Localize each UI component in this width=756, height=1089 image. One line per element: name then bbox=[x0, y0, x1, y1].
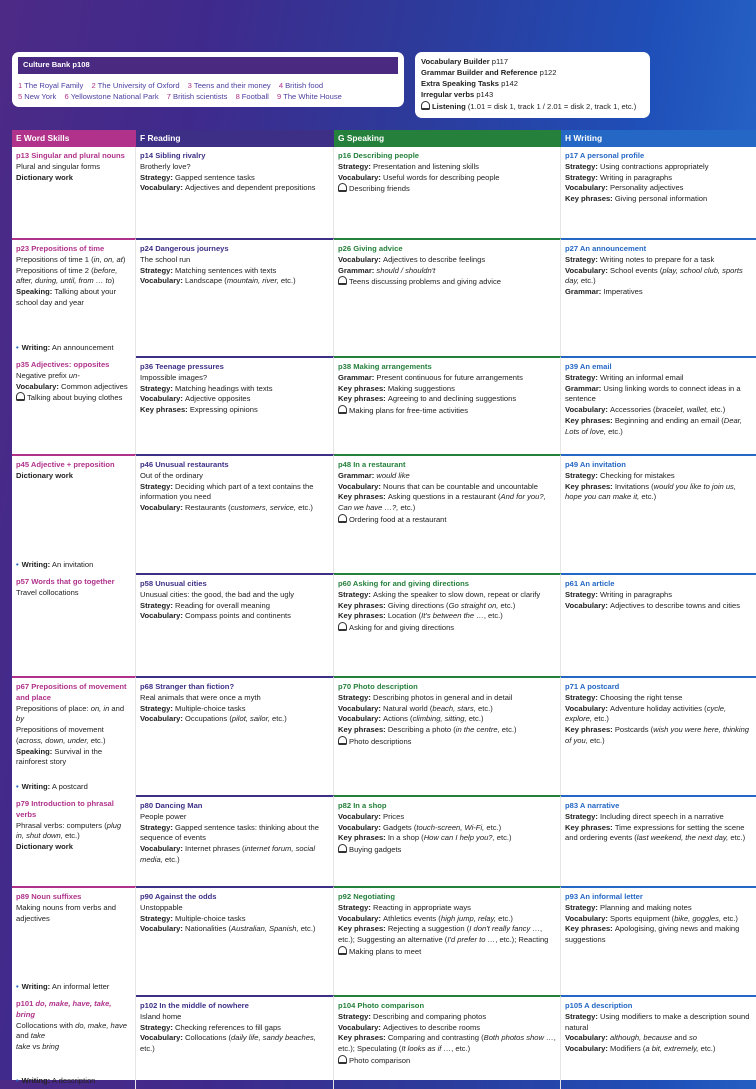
lesson-detail: Vocabulary: Athletics events (high jump, relay, etc.) bbox=[338, 913, 513, 923]
headphones-icon bbox=[338, 844, 347, 853]
lesson-detail: Strategy: Using contractions appropriately bbox=[565, 161, 709, 171]
lesson-detail: Key phrases: Giving directions (Go straight on, etc.) bbox=[338, 600, 516, 610]
cell-speaking bbox=[334, 573, 561, 676]
header-reading: F Reading bbox=[136, 130, 334, 147]
culture-item[interactable]: 2 The University of Oxford bbox=[91, 80, 180, 90]
lesson-detail: Island home bbox=[140, 1011, 182, 1021]
lesson-title[interactable]: p38 Making arrangements bbox=[338, 362, 432, 371]
cell-word-skills bbox=[12, 676, 136, 795]
lesson-detail: Key phrases: Describing a photo (in the centre, etc.) bbox=[338, 725, 517, 735]
lesson-detail: Prepositions of time 1 (in, on, at) bbox=[16, 254, 126, 264]
lesson-detail: Vocabulary: Prices bbox=[338, 811, 405, 821]
lesson-detail: Vocabulary: Actions (climbing, sitting, etc.) bbox=[338, 714, 484, 724]
lesson-detail: Speaking: Survival in the rainforest story bbox=[16, 746, 103, 767]
lesson-detail: Vocabulary: Modifiers (a bit, extremely, etc.) bbox=[565, 1044, 716, 1054]
lesson-detail: Travel collocations bbox=[16, 587, 79, 597]
lesson-detail: Grammar: Present continuous for future arrangements bbox=[338, 372, 523, 382]
cell-word-skills bbox=[12, 238, 136, 356]
lesson-title[interactable]: p61 An article bbox=[565, 579, 615, 588]
lesson-detail: Grammar: Using linking words to connect ideas in a sentence bbox=[565, 383, 741, 404]
cell-reading bbox=[136, 238, 334, 356]
culture-bank-heading: Culture Bank p108 bbox=[18, 57, 398, 74]
lesson-title[interactable]: p67 Prepositions of movement and place bbox=[16, 682, 127, 702]
lesson-detail: Key phrases: Apologising, giving news and making suggestions bbox=[565, 924, 740, 945]
cell-speaking bbox=[334, 795, 561, 886]
lesson-detail: Strategy: Describing and comparing photos bbox=[338, 1011, 487, 1021]
lesson-detail: Strategy: Choosing the right tense bbox=[565, 692, 683, 702]
culture-item[interactable]: 7 British scientists bbox=[166, 92, 228, 102]
lesson-title[interactable]: p82 In a shop bbox=[338, 801, 387, 810]
lesson-detail: Prepositions of time 2 (before, after, during, until, from … to) bbox=[16, 265, 118, 286]
writing-link[interactable]: • Writing: An informal letter bbox=[16, 982, 110, 992]
cell-speaking bbox=[334, 676, 561, 795]
cell-reading bbox=[136, 795, 334, 886]
cell-writing bbox=[561, 795, 756, 886]
cell-writing bbox=[561, 454, 756, 573]
lesson-title[interactable]: p24 Dangerous journeys bbox=[140, 244, 229, 253]
lesson-detail: Grammar: should / shouldn't bbox=[338, 265, 436, 275]
lesson-title[interactable]: p93 An informal letter bbox=[565, 892, 643, 901]
lesson-title[interactable]: p80 Dancing Man bbox=[140, 801, 203, 810]
cell-reading bbox=[136, 886, 334, 995]
lesson-detail: take vs bring bbox=[16, 1042, 60, 1052]
lesson-detail: Key phrases: Rejecting a suggestion (I don't really fancy …, etc.); Suggesting an alternative (I'd prefer to …, etc.); Reacting bbox=[338, 924, 549, 945]
lesson-detail: Key phrases: Invitations (would you like to join us, hope you can make it, etc.) bbox=[565, 481, 736, 502]
cell-word-skills bbox=[12, 356, 136, 454]
cell-reading bbox=[136, 676, 334, 795]
lesson-detail: Key phrases: Time expressions for setting the scene and ordering events (last weekend, the next day, etc.) bbox=[565, 822, 746, 843]
lesson-title[interactable]: p58 Unusual cities bbox=[140, 579, 207, 588]
lesson-detail: Vocabulary: Restaurants (customers, service, etc.) bbox=[140, 503, 313, 513]
lesson-detail: Making nouns from verbs and adjectives bbox=[16, 902, 117, 923]
lesson-title[interactable]: p17 A personal profile bbox=[565, 151, 645, 160]
lesson-detail: Unstoppable bbox=[140, 902, 183, 912]
listening-activity: Making plans to meet bbox=[338, 946, 556, 958]
lesson-detail: Strategy: Multiple-choice tasks bbox=[140, 703, 246, 713]
lesson-detail: Strategy: Planning and making notes bbox=[565, 902, 692, 912]
lesson-title[interactable]: p16 Describing people bbox=[338, 151, 420, 160]
cell-writing bbox=[561, 238, 756, 356]
cell-word-skills bbox=[12, 795, 136, 886]
lesson-title[interactable]: p70 Photo description bbox=[338, 682, 418, 691]
lesson-detail: Strategy: Including direct speech in a narrative bbox=[565, 811, 724, 821]
writing-link[interactable]: • Writing: An invitation bbox=[16, 560, 94, 570]
cell-reading bbox=[136, 454, 334, 573]
writing-link[interactable]: • Writing: An announcement bbox=[16, 343, 114, 353]
culture-item[interactable]: 3 Teens and their money bbox=[187, 80, 271, 90]
lesson-detail: Vocabulary: Compass points and continents bbox=[140, 611, 291, 621]
lesson-detail: Brotherly love? bbox=[140, 161, 191, 171]
lesson-title[interactable]: p49 An invitation bbox=[565, 460, 626, 469]
ref-listening: Listening (1.01 = disk 1, track 1 / 2.01 = disk 2, track 1, etc.) bbox=[421, 101, 644, 112]
lesson-title[interactable]: p45 Adjective + preposition bbox=[16, 460, 115, 469]
lesson-detail: Strategy: Presentation and listening skills bbox=[338, 161, 479, 171]
lesson-title[interactable]: p102 In the middle of nowhere bbox=[140, 1001, 249, 1010]
cell-writing bbox=[561, 676, 756, 795]
lesson-detail: Impossible images? bbox=[140, 372, 208, 382]
lesson-detail: Strategy: Matching headings with texts bbox=[140, 383, 273, 393]
listening-activity: Photo comparison bbox=[338, 1055, 556, 1067]
lesson-detail: Vocabulary: Common adjectives bbox=[16, 381, 128, 391]
lesson-title[interactable]: p13 Singular and plural nouns bbox=[16, 151, 125, 160]
lesson-detail: Strategy: Gapped sentence tasks bbox=[140, 172, 255, 182]
listening-activity: Describing friends bbox=[338, 183, 556, 195]
lesson-title[interactable]: p26 Giving advice bbox=[338, 244, 403, 253]
lesson-title[interactable]: p60 Asking for and giving directions bbox=[338, 579, 469, 588]
cell-speaking bbox=[334, 147, 561, 238]
cell-word-skills bbox=[12, 454, 136, 573]
lesson-detail: Strategy: Reading for overall meaning bbox=[140, 600, 271, 610]
lesson-title[interactable]: p105 A description bbox=[565, 1001, 633, 1010]
lesson-detail: Prepositions of movement (across, down, under, etc.) bbox=[16, 725, 106, 745]
lesson-detail: Key phrases: Location (It's between the …, etc.) bbox=[338, 611, 503, 621]
headphones-icon bbox=[16, 392, 25, 401]
cell-speaking bbox=[334, 238, 561, 356]
lesson-title[interactable]: p27 An announcement bbox=[565, 244, 647, 253]
lesson-title[interactable]: p83 A narrative bbox=[565, 801, 620, 810]
lesson-detail: Vocabulary: School events (play, school club, sports day, etc.) bbox=[565, 265, 743, 286]
cell-speaking bbox=[334, 454, 561, 573]
headphones-icon bbox=[338, 405, 347, 414]
lesson-detail: Grammar: Imperatives bbox=[565, 287, 643, 297]
lesson-detail: Vocabulary: Natural world (beach, stars, etc.) bbox=[338, 703, 493, 713]
cell-speaking bbox=[334, 995, 561, 1089]
lesson-detail: Vocabulary: Personality adjectives bbox=[565, 183, 684, 193]
ref-vocabulary-builder[interactable]: Vocabulary Builder p117 bbox=[421, 57, 509, 66]
culture-item[interactable]: 8 Football bbox=[235, 92, 269, 102]
ref-extra-speaking[interactable]: Extra Speaking Tasks p142 bbox=[421, 79, 518, 89]
lesson-detail: Strategy: Writing an informal email bbox=[565, 372, 684, 382]
lesson-detail: Key phrases: Giving personal information bbox=[565, 194, 708, 204]
lesson-title[interactable]: p46 Unusual restaurants bbox=[140, 460, 229, 469]
lesson-title[interactable]: p35 Adjectives: opposites bbox=[16, 360, 110, 369]
lesson-detail: Vocabulary: Landscape (mountain, river, etc.) bbox=[140, 276, 296, 286]
lesson-detail: Key phrases: Expressing opinions bbox=[140, 405, 258, 415]
cell-writing bbox=[561, 147, 756, 238]
listening-activity: Teens discussing problems and giving advice bbox=[338, 276, 556, 288]
lesson-detail: Vocabulary: Adjective opposites bbox=[140, 394, 251, 404]
culture-item[interactable]: 5 New York bbox=[18, 92, 57, 102]
headphones-icon bbox=[338, 276, 347, 285]
lesson-detail: Vocabulary: Accessories (bracelet, wallet, etc.) bbox=[565, 405, 726, 415]
lesson-title[interactable]: p104 Photo comparison bbox=[338, 1001, 425, 1010]
culture-bank-line-1 bbox=[18, 80, 398, 91]
lesson-detail: Strategy: Matching sentences with texts bbox=[140, 265, 277, 275]
lesson-title[interactable]: p101 do, make, have, take, bring bbox=[16, 999, 112, 1019]
lesson-detail: Grammar: would like bbox=[338, 470, 410, 480]
lesson-detail: Vocabulary: Adjectives to describe rooms bbox=[338, 1022, 481, 1032]
lesson-detail: Dictionary work bbox=[16, 172, 73, 182]
ref-grammar-builder[interactable]: Grammar Builder and Reference p122 bbox=[421, 68, 557, 78]
culture-item[interactable]: 4 British food bbox=[278, 80, 324, 90]
lesson-title[interactable]: p79 Introduction to phrasal verbs bbox=[16, 799, 114, 819]
lesson-detail: Negative prefix un- bbox=[16, 370, 80, 380]
lesson-detail: Strategy: Multiple-choice tasks bbox=[140, 913, 246, 923]
lesson-detail: Key phrases: Postcards (wish you were here, thinking of you, etc.) bbox=[565, 725, 750, 745]
cell-reading bbox=[136, 147, 334, 238]
lesson-detail: Collocations with do, make, have and take bbox=[16, 1020, 128, 1041]
lesson-detail: The school run bbox=[140, 254, 191, 264]
headphones-icon bbox=[338, 183, 347, 192]
writing-link[interactable]: • Writing: A postcard bbox=[16, 782, 88, 792]
lesson-detail: Strategy: Reacting in appropriate ways bbox=[338, 902, 471, 912]
lesson-detail: People power bbox=[140, 811, 187, 821]
lesson-detail: Strategy: Describing photos in general and in detail bbox=[338, 692, 513, 702]
lesson-detail: Vocabulary: Occupations (pilot, sailor, etc.) bbox=[140, 714, 287, 724]
culture-bank-box bbox=[12, 52, 404, 107]
lesson-title[interactable]: p89 Noun suffixes bbox=[16, 892, 82, 901]
cell-writing bbox=[561, 356, 756, 454]
lesson-detail: Key phrases: Making suggestions bbox=[338, 383, 455, 393]
lesson-detail: Phrasal verbs: computers (plug in, shut down, etc.) bbox=[16, 820, 122, 841]
lesson-detail: Vocabulary: Adjectives to describe towns and cities bbox=[565, 600, 741, 610]
lesson-title[interactable]: p14 Sibling rivalry bbox=[140, 151, 206, 160]
lesson-detail: Vocabulary: Adjectives to describe feelings bbox=[338, 254, 486, 264]
lesson-detail: Key phrases: Beginning and ending an email (Dear, Lots of love, etc.) bbox=[565, 415, 742, 436]
header-writing: H Writing bbox=[561, 130, 756, 147]
lesson-detail: Out of the ordinary bbox=[140, 470, 203, 480]
listening-activity: Making plans for free-time activities bbox=[338, 405, 556, 417]
lesson-detail: Vocabulary: Collocations (daily life, sandy beaches, etc.) bbox=[140, 1033, 316, 1054]
listening-activity: Talking about buying clothes bbox=[16, 392, 131, 404]
culture-bank-line-2 bbox=[18, 91, 398, 102]
lesson-title[interactable]: p48 In a restaurant bbox=[338, 460, 406, 469]
cell-word-skills bbox=[12, 995, 136, 1089]
lesson-detail: Prepositions of place: on, in and by bbox=[16, 703, 125, 724]
lesson-detail: Vocabulary: Gadgets (touch-screen, Wi-Fi, etc.) bbox=[338, 822, 502, 832]
contents-grid bbox=[12, 130, 756, 1086]
lesson-detail: Vocabulary: Adjectives and dependent prepositions bbox=[140, 183, 316, 193]
lesson-detail: Vocabulary: although, because and so bbox=[565, 1033, 698, 1043]
lesson-title[interactable]: p71 A postcard bbox=[565, 682, 620, 691]
lesson-detail: Strategy: Using modifiers to make a description sound natural bbox=[565, 1011, 750, 1032]
culture-item[interactable]: 6 Yellowstone National Park bbox=[64, 92, 159, 102]
cell-reading bbox=[136, 995, 334, 1089]
lesson-detail: Strategy: Writing in paragraphs bbox=[565, 172, 673, 182]
culture-item[interactable]: 9 The White House bbox=[276, 92, 342, 102]
cell-reading bbox=[136, 356, 334, 454]
lesson-detail: Key phrases: Asking questions in a restaurant (And for you?, Can we have …?, etc.) bbox=[338, 492, 546, 513]
lesson-detail: Key phrases: In a shop (How can I help you?, etc.) bbox=[338, 833, 512, 843]
lesson-title[interactable]: p92 Negotiating bbox=[338, 892, 395, 901]
cell-reading bbox=[136, 573, 334, 676]
lesson-detail: Key phrases: Comparing and contrasting (Both photos show …, etc.); Speculating (It looks as if …, etc.) bbox=[338, 1033, 556, 1054]
lesson-detail: Vocabulary: Sports equipment (bike, goggles, etc.) bbox=[565, 913, 738, 923]
headphones-icon bbox=[338, 514, 347, 523]
lesson-title[interactable]: p68 Stranger than fiction? bbox=[140, 682, 235, 691]
cell-writing bbox=[561, 995, 756, 1089]
lesson-title[interactable]: p36 Teenage pressures bbox=[140, 362, 224, 371]
cell-speaking bbox=[334, 356, 561, 454]
header-word-skills: E Word Skills bbox=[12, 130, 136, 147]
lesson-detail: Dictionary work bbox=[16, 842, 73, 852]
lesson-detail: Unusual cities: the good, the bad and the ugly bbox=[140, 589, 295, 599]
cell-word-skills bbox=[12, 886, 136, 995]
cell-word-skills bbox=[12, 147, 136, 238]
reference-box bbox=[415, 52, 650, 118]
lesson-detail: Vocabulary: Adventure holiday activities (cycle, explore, etc.) bbox=[565, 703, 727, 724]
cell-speaking bbox=[334, 886, 561, 995]
lesson-detail: Strategy: Writing notes to prepare for a task bbox=[565, 254, 715, 264]
header-speaking: G Speaking bbox=[334, 130, 561, 147]
writing-link[interactable]: • Writing: A description bbox=[16, 1076, 96, 1086]
lesson-title[interactable]: p23 Prepositions of time bbox=[16, 244, 105, 253]
headphones-icon bbox=[338, 736, 347, 745]
headphones-icon bbox=[338, 946, 347, 955]
lesson-detail: Key phrases: Agreeing to and declining suggestions bbox=[338, 394, 517, 404]
lesson-detail: Vocabulary: Nationalities (Australian, Spanish, etc.) bbox=[140, 924, 316, 934]
ref-irregular-verbs[interactable]: Irregular verbs p143 bbox=[421, 90, 494, 100]
cell-writing bbox=[561, 886, 756, 995]
lesson-title[interactable]: p57 Words that go together bbox=[16, 577, 115, 586]
lesson-detail: Strategy: Checking for mistakes bbox=[565, 470, 675, 480]
lesson-detail: Strategy: Checking references to fill gaps bbox=[140, 1022, 281, 1032]
listening-activity: Buying gadgets bbox=[338, 844, 556, 856]
listening-activity: Asking for and giving directions bbox=[338, 622, 556, 634]
lesson-detail: Strategy: Writing in paragraphs bbox=[565, 589, 673, 599]
listening-activity: Photo descriptions bbox=[338, 736, 556, 748]
lesson-detail: Strategy: Asking the speaker to slow down, repeat or clarify bbox=[338, 589, 541, 599]
headphones-icon bbox=[338, 622, 347, 631]
cell-word-skills bbox=[12, 573, 136, 676]
lesson-detail: Speaking: Talking about your school day and year bbox=[16, 287, 117, 307]
headphones-icon bbox=[421, 101, 430, 110]
lesson-detail: Strategy: Deciding which part of a text contains the information you need bbox=[140, 481, 314, 502]
lesson-detail: Vocabulary: Useful words for describing people bbox=[338, 172, 500, 182]
lesson-detail: Vocabulary: Internet phrases (internet forum, social media, etc.) bbox=[140, 844, 316, 864]
lesson-detail: Strategy: Gapped sentence tasks: thinking about the sequence of events bbox=[140, 822, 319, 843]
headphones-icon bbox=[338, 1055, 347, 1064]
lesson-title[interactable]: p39 An email bbox=[565, 362, 612, 371]
lesson-detail: Dictionary work bbox=[16, 470, 73, 480]
lesson-title[interactable]: p90 Against the odds bbox=[140, 892, 217, 901]
cell-writing bbox=[561, 573, 756, 676]
lesson-detail: Vocabulary: Nouns that can be countable and uncountable bbox=[338, 481, 538, 491]
listening-activity: Ordering food at a restaurant bbox=[338, 514, 556, 526]
lesson-detail: Plural and singular forms bbox=[16, 161, 100, 171]
lesson-detail: Real animals that were once a myth bbox=[140, 692, 261, 702]
culture-item[interactable]: 1 The Royal Family bbox=[18, 80, 84, 90]
